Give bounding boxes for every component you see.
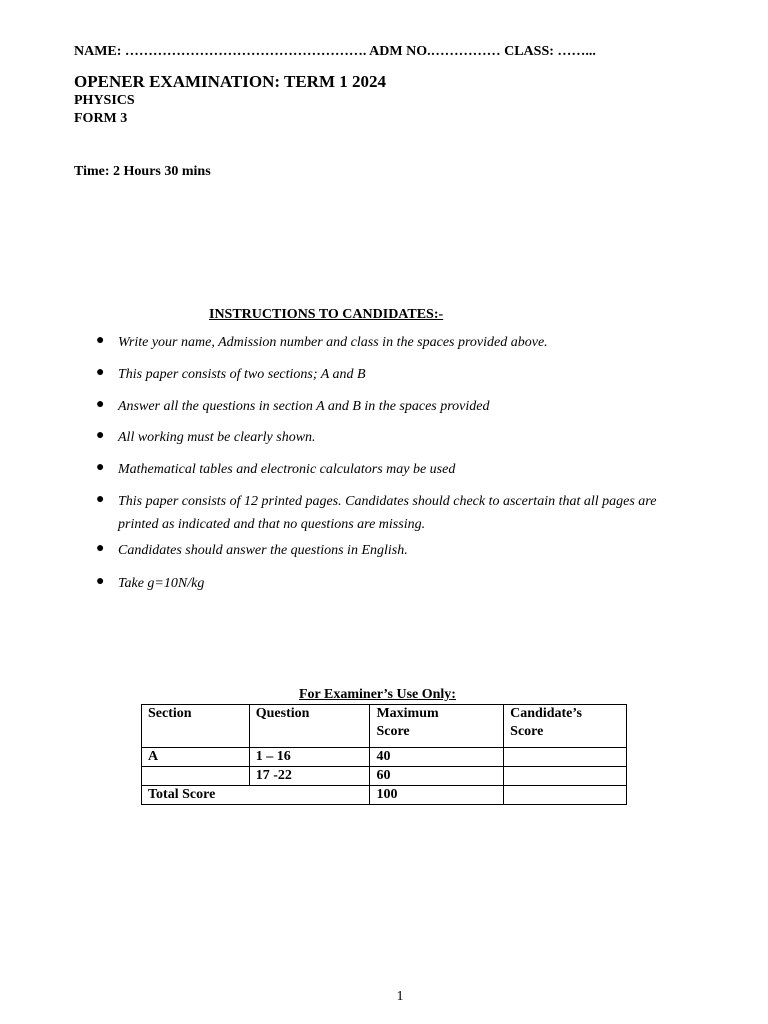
total-max-score: 100: [370, 786, 504, 805]
cell-candidate-score: [504, 767, 627, 786]
name-adm-class-line: NAME: ……………………………………………. ADM NO.…………… CLASS: ……...: [74, 44, 596, 59]
instruction-item: Candidates should answer the questions in English.: [118, 543, 408, 558]
table-row: [142, 748, 627, 767]
bullet-icon: ●: [96, 574, 105, 589]
header-maximum-score: Maximum Score: [370, 705, 504, 748]
instruction-item: This paper consists of two sections; A and B: [118, 367, 366, 382]
header-candidate-score: Candidate’s Score: [504, 705, 627, 748]
bullet-icon: ●: [96, 460, 105, 475]
total-score-label: Total Score: [142, 786, 370, 805]
cell-section: A: [142, 748, 250, 767]
form-label: FORM 3: [74, 111, 128, 126]
cell-question: 17 -22: [249, 767, 370, 786]
instruction-item: All working must be clearly shown.: [118, 430, 316, 445]
page-number: 1: [396, 989, 404, 1004]
instruction-item: Answer all the questions in section A and B in the spaces provided: [118, 399, 490, 414]
cell-question: 1 – 16: [249, 748, 370, 767]
bullet-icon: ●: [96, 428, 105, 443]
bullet-icon: ●: [96, 541, 105, 556]
instruction-item: Write your name, Admission number and class in the spaces provided above.: [118, 335, 548, 350]
instruction-item: This paper consists of 12 printed pages. Candidates should check to ascertain that all pages are: [118, 494, 657, 509]
cell-max-score: 60: [370, 767, 504, 786]
instruction-item: Take g=10N/kg: [118, 576, 205, 591]
instructions-heading: INSTRUCTIONS TO CANDIDATES:-: [209, 307, 444, 322]
bullet-icon: ●: [96, 365, 105, 380]
cell-section: [142, 767, 250, 786]
examiner-table-caption: For Examiner’s Use Only:: [299, 687, 456, 702]
instruction-item-continuation: printed as indicated and that no questions are missing.: [118, 517, 426, 532]
bullet-icon: ●: [96, 333, 105, 348]
instruction-item: Mathematical tables and electronic calculators may be used: [118, 462, 456, 477]
cell-max-score: 40: [370, 748, 504, 767]
bullet-icon: ●: [96, 492, 105, 507]
table-row: [142, 767, 627, 786]
examiner-score-table: [141, 704, 627, 805]
header-section: Section: [142, 705, 250, 748]
total-candidate-score: [504, 786, 627, 805]
table-header-row: [142, 705, 627, 748]
subject-label: PHYSICS: [74, 93, 135, 108]
table-total-row: [142, 786, 627, 805]
time-allowed: Time: 2 Hours 30 mins: [74, 164, 211, 179]
exam-title: OPENER EXAMINATION: TERM 1 2024: [74, 72, 386, 91]
header-question: Question: [249, 705, 370, 748]
cell-candidate-score: [504, 748, 627, 767]
bullet-icon: ●: [96, 397, 105, 412]
